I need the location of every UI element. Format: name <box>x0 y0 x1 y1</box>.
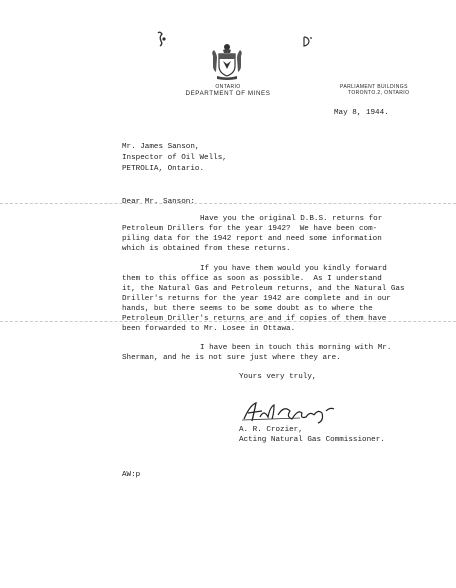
letterhead-department: DEPARTMENT OF MINES <box>185 90 271 97</box>
body-paragraph-2-line: Driller's returns for the year 1942 are complete and in our <box>122 295 391 303</box>
body-paragraph-2-line: it, the Natural Gas and Petroleum returns, and the Natural Gas <box>122 285 405 293</box>
body-paragraph-2-line: hands, but there seems to be some doubt as to where the <box>122 305 373 313</box>
punch-mark-left <box>155 30 169 48</box>
recipient-title: Inspector of Oil Wells, <box>122 154 227 162</box>
handwritten-signature <box>240 399 340 425</box>
letter-date: May 8, 1944. <box>334 109 389 117</box>
body-paragraph-1-line: Have you the original D.B.S. returns for <box>200 215 383 223</box>
salutation: Dear Mr. Sanson: <box>122 198 195 206</box>
punch-mark-right <box>301 34 313 50</box>
signer-name: A. R. Crozier, <box>239 426 303 434</box>
body-paragraph-3-line: Sherman, and he is not sure just where they are. <box>122 354 341 362</box>
ontario-coat-of-arms-icon <box>209 42 245 82</box>
body-paragraph-3-line: I have been in touch this morning with Mr. <box>200 344 392 352</box>
body-paragraph-2-line: been forwarded to Mr. Losee in Ottawa. <box>122 325 296 333</box>
recipient-location: PETROLIA, Ontario. <box>122 165 205 173</box>
recipient-name: Mr. James Sanson, <box>122 143 200 151</box>
letterhead-address-line2: TORONTO.2, ONTARIO <box>348 90 410 96</box>
body-paragraph-2-line: them to this office as soon as possible. As I understand <box>122 275 382 283</box>
body-paragraph-2-line: If you have them would you kindly forward <box>200 265 387 273</box>
body-paragraph-1-line: Petroleum Drillers for the year 1942? We have been com- <box>122 225 378 233</box>
body-paragraph-1-line: piling data for the 1942 report and need some information <box>122 235 382 243</box>
signer-title: Acting Natural Gas Commissioner. <box>239 436 385 444</box>
scan-line <box>0 203 456 204</box>
letterhead-province: ONTARIO <box>215 84 241 90</box>
body-paragraph-2-line: Petroleum Driller's returns are and if copies of them have <box>122 315 387 323</box>
letterhead-address-line1: PARLIAMENT BUILDINGS <box>340 84 408 90</box>
body-paragraph-1-line: which is obtained from these returns. <box>122 245 291 253</box>
closing: Yours very truly, <box>239 373 317 381</box>
reference-initials: AW:p <box>122 471 141 479</box>
